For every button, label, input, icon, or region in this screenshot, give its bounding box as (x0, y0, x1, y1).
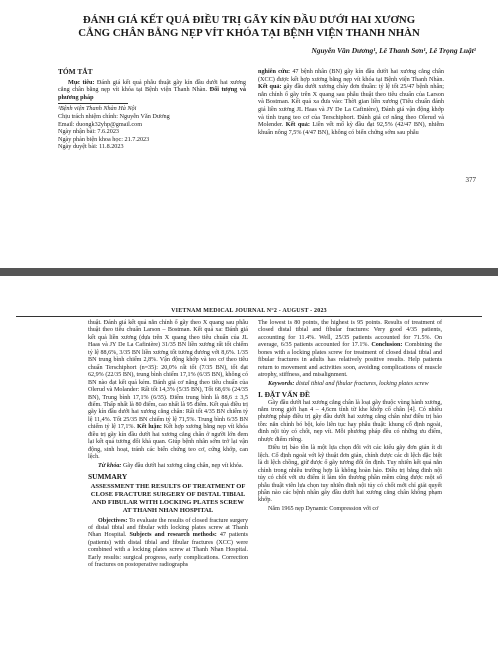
affiliation: ¹Bệnh viện Thanh Nhàn Hà Nội (58, 105, 137, 113)
objective-text: Đánh giá kết quả phẫu thuật gãy kín đầu dưới hai xương cẳng chân bằng nẹp vít khóa tại Bệnh viện Thanh Nhàn. (58, 78, 246, 94)
authors: Nguyễn Văn Dương¹, Lê Thanh Sơn¹, Lê Trọng Luật¹ (311, 46, 476, 55)
conclusion-label-en: Conclusion: (371, 342, 403, 349)
results-text-2: Liền vết mổ kỳ đầu đạt 92,5% (42/47 BN), nhiễm khuẩn nông 7,5% (4/47 BN), không có biến chứng sớm sau phẫu (258, 121, 444, 136)
methods-label-en: Subjects and research methods: (129, 532, 217, 539)
page-number: 377 (465, 176, 476, 184)
english-title: ASSESSMENT THE RESULTS OF TREATMENT OF CLOSE FRACTURE SURGERY OF DISTAL TIBIAL AND FIBULAR WITH LOCKING PLATES SCREW AT THANH NHAN HOSPITAL (90, 482, 246, 514)
results-text: gãy đầu dưới xương chày đơn thuần: tỷ lệ tốt 25/47 bệnh nhân; nắn chỉnh ổ gãy trên X quang sau phẫu thuật theo tiêu chuẩn của Larson và Bostman. Kết quả xa đưa vào: Thời gian liền xương (Tiêu chuẩn đánh giá liền xương JL Haas và JY De La Cafinière), Đánh giá vận động khớp và tình trạng teo cơ của Terschiphort. Đánh giá cơ năng theo Olerud và Molender. (258, 83, 445, 129)
title-line-1: ĐÁNH GIÁ KẾT QUẢ ĐIỀU TRỊ GÃY KÍN ĐẦU DƯỚI HAI XƯƠNG (82, 14, 416, 26)
results-label-2: Kết quả: (285, 121, 310, 129)
page-gap (0, 268, 498, 276)
article-title (40, 14, 458, 40)
intro-paragraph-1: Gãy đầu dưới hai xương cẳng chân là loại gãy thuộc vùng hành xương, nằm trong giới hạn 4 – 4,6cm tính từ khe khớp cổ chân [4]. Có nhiều phương pháp điều trị gãy đầu dưới hai xương cẳng chân như điều trị bảo tồn: nắn chỉnh bó bột, kéo liên tục hay phẫu thuật: khung cố định ngoài, đinh nội tủy có chốt, nẹp vít. Mỗi phương pháp đều có những ưu điểm, nhược điểm riêng. (258, 399, 442, 443)
conclusion-text-en: Combining the bones with a locking plates screw for treatment of closed distal tibial and fibular fractures in adults has relatively positive results. Help patients return to movement and activities soon, avoiding complications of muscle atrophy, stiffness, and misalignment. (258, 342, 442, 379)
email: Email: duongk32yhp@gmail.com (58, 120, 143, 128)
abstract-objective (58, 79, 246, 102)
running-head: VIETNAM MEDICAL JOURNAL N°2 - AUGUST - 2023 (171, 308, 327, 314)
footnote-block (58, 105, 246, 151)
left-column-p2 (88, 320, 248, 571)
methods-label-start: Đối tượng và phương pháp (58, 86, 246, 101)
intro-paragraph-2: Điều trị bảo tồn là một lựa chọn đối với các kiểu gãy đơn giản ít di lệch. Cố định ngoài với kỹ thuật đơn giản, chính được các di lệch đặc biệt là di lệch chồng, giữ được ổ gãy tương đối ổn định. Tuy nhiên kết quả nắn chỉnh trong nhiều trường hợp là không hoàn hảo. Điều trị bằng đinh nội tủy có chốt với ưu điểm ít làm tổn thương phần mềm cũng được một số phẫu thuật viên lựa chọn tuy nhiên đinh nội tủy có chốt mới chỉ giải quyết phần nào các bệnh nhân gãy đầu dưới hai xương cẳng chân không phạm khớp. (258, 445, 442, 504)
summary-heading-en: SUMMARY (88, 472, 128, 482)
header-rule (16, 316, 482, 317)
results-continued: thuật. Đánh giá kết quả nắn chỉnh ổ gãy theo X quang sau phẫu thuật theo tiêu chuẩn Larson – Bostman. Kết quả xa: Đánh giá kết quả liền xương (dựa trên X quang theo tiêu chuẩn của JL Haas và JY De La Cafinière) 31/35 BN liền xương rất tốt chiếm tỷ lệ 88,6%, 3/35 BN liền xương tốt tương đương với 8,6%. 1/35 BN trung bình chiếm 2,8%. Vận động khớp và teo cơ theo tiêu chuẩn Terschiphort (n=35): 20,0% rất tốt (7/35 BN), tốt đạt 62,9% (22/35 BN), trung bình chiếm 17,1% (6/35 BN), không có BN nào đạt kết quả kém. Đánh giá cơ năng theo tiêu chuẩn của Olerud và Molander: Rất tốt 14,3% (5/35 BN), Tốt 68,6% (24/35 BN), Trung bình 17,1% (6/35). Điểm trung bình là 88,6 ± 3,5 điểm. Thấp nhất là 80 điểm, cao nhất là 95 điểm. Kết quả điều trị gãy kín đầu dưới hai xương cẳng chân: Rất tốt 4/35 BN chiếm tỷ lệ 11,4%. Tốt 25/35 BN chiếm tỷ lệ 71,5%. Trung bình 6/35 BN chiếm tỷ lệ 17,1%. (88, 320, 248, 431)
objective-label: Mục tiêu: (68, 78, 95, 86)
title-line-2: CẲNG CHÂN BẰNG NẸP VÍT KHÓA TẠI BỆNH VIỆN THANH NHÀN (78, 27, 420, 39)
date-received: Ngày nhận bài: 7.6.2023 (58, 128, 120, 136)
right-column-p1 (258, 68, 444, 137)
keywords-label-en: Keywords: (268, 380, 295, 387)
keywords-text-vi: Gãy đầu dưới hai xương cẳng chân, nẹp vít khóa. (121, 462, 244, 469)
date-reviewed: Ngày phản biện khoa học: 21.7.2023 (58, 135, 150, 143)
abstract-results-cont (88, 320, 248, 462)
intro-paragraph-3: Năm 1965 nẹp Dynamic Compression với cơ (268, 505, 379, 512)
summary-heading-vi: TÓM TẮT (58, 67, 93, 76)
conclusion-text-vi: Kết hợp xương bằng nẹp vít khóa điều trị gãy kín đầu dưới hai xương cẳng chân ở người lớn đem lại kết quả tương đối khả quan. Giúp bệnh nhân sớm trở lại vận động, sinh hoạt, tránh các biến chứng teo cơ, cứng khớp, can lệch. (88, 424, 248, 461)
section-heading-intro: I. ĐẶT VẤN ĐỀ (258, 390, 310, 400)
keywords-vi (88, 463, 248, 470)
footnote-rule (58, 103, 128, 104)
abstract-en-cont (258, 320, 442, 380)
objectives-label: Objectives: (98, 517, 128, 524)
keywords-en (258, 381, 442, 388)
methods-text-en: 47 patients (patients) with distal tibial and fibular fractures (XCC) were combined with a locking plates screw at Thanh Nhan Hospital. Early results: surgical progress, early complications. Correction of fractures on postoperative radiographs (88, 532, 248, 569)
page-377 (0, 0, 498, 268)
methods-label-end: nghiên cứu: (258, 68, 291, 75)
results-label: Kết quả: (258, 83, 282, 91)
keywords-text-en: distal tibial and fibular fractures, locking plates screw (294, 380, 429, 387)
date-accepted: Ngày duyệt bài: 11.8.2023 (58, 143, 124, 151)
conclusion-label-vi: Kết luận: (136, 424, 162, 431)
objectives-text: To evaluate the results of closed fracture surgery of distal tibial and fibular with locking plates screw at Thanh Nhan Hospital. (88, 517, 248, 539)
abstract-en (88, 518, 248, 570)
corresponding-author: Chịu trách nhiệm chính: Nguyễn Văn Dương (58, 112, 170, 120)
right-column-p2 (258, 320, 442, 514)
keywords-label-vi: Từ khóa: (98, 462, 122, 469)
results-en-continued: The lowest is 80 points, the highest is 95 points. Results of treatment of closed distal tibial and fibular fractures: Very good 4/35 patients, accounting for 11.4%. Well, 25/35 patients accounted for 71.5%. On average, 6/35 patients accounted for 17.1%. (258, 320, 442, 349)
abstract-methods-results (258, 68, 444, 136)
left-column-p1 (58, 68, 246, 151)
methods-text: 47 bệnh nhân (BN) gãy kín đầu dưới hai xương cẳng chân (XCC) được kết hợp xương bằng nẹp vít khóa tại Bệnh viện Thanh Nhàn. (258, 68, 444, 83)
